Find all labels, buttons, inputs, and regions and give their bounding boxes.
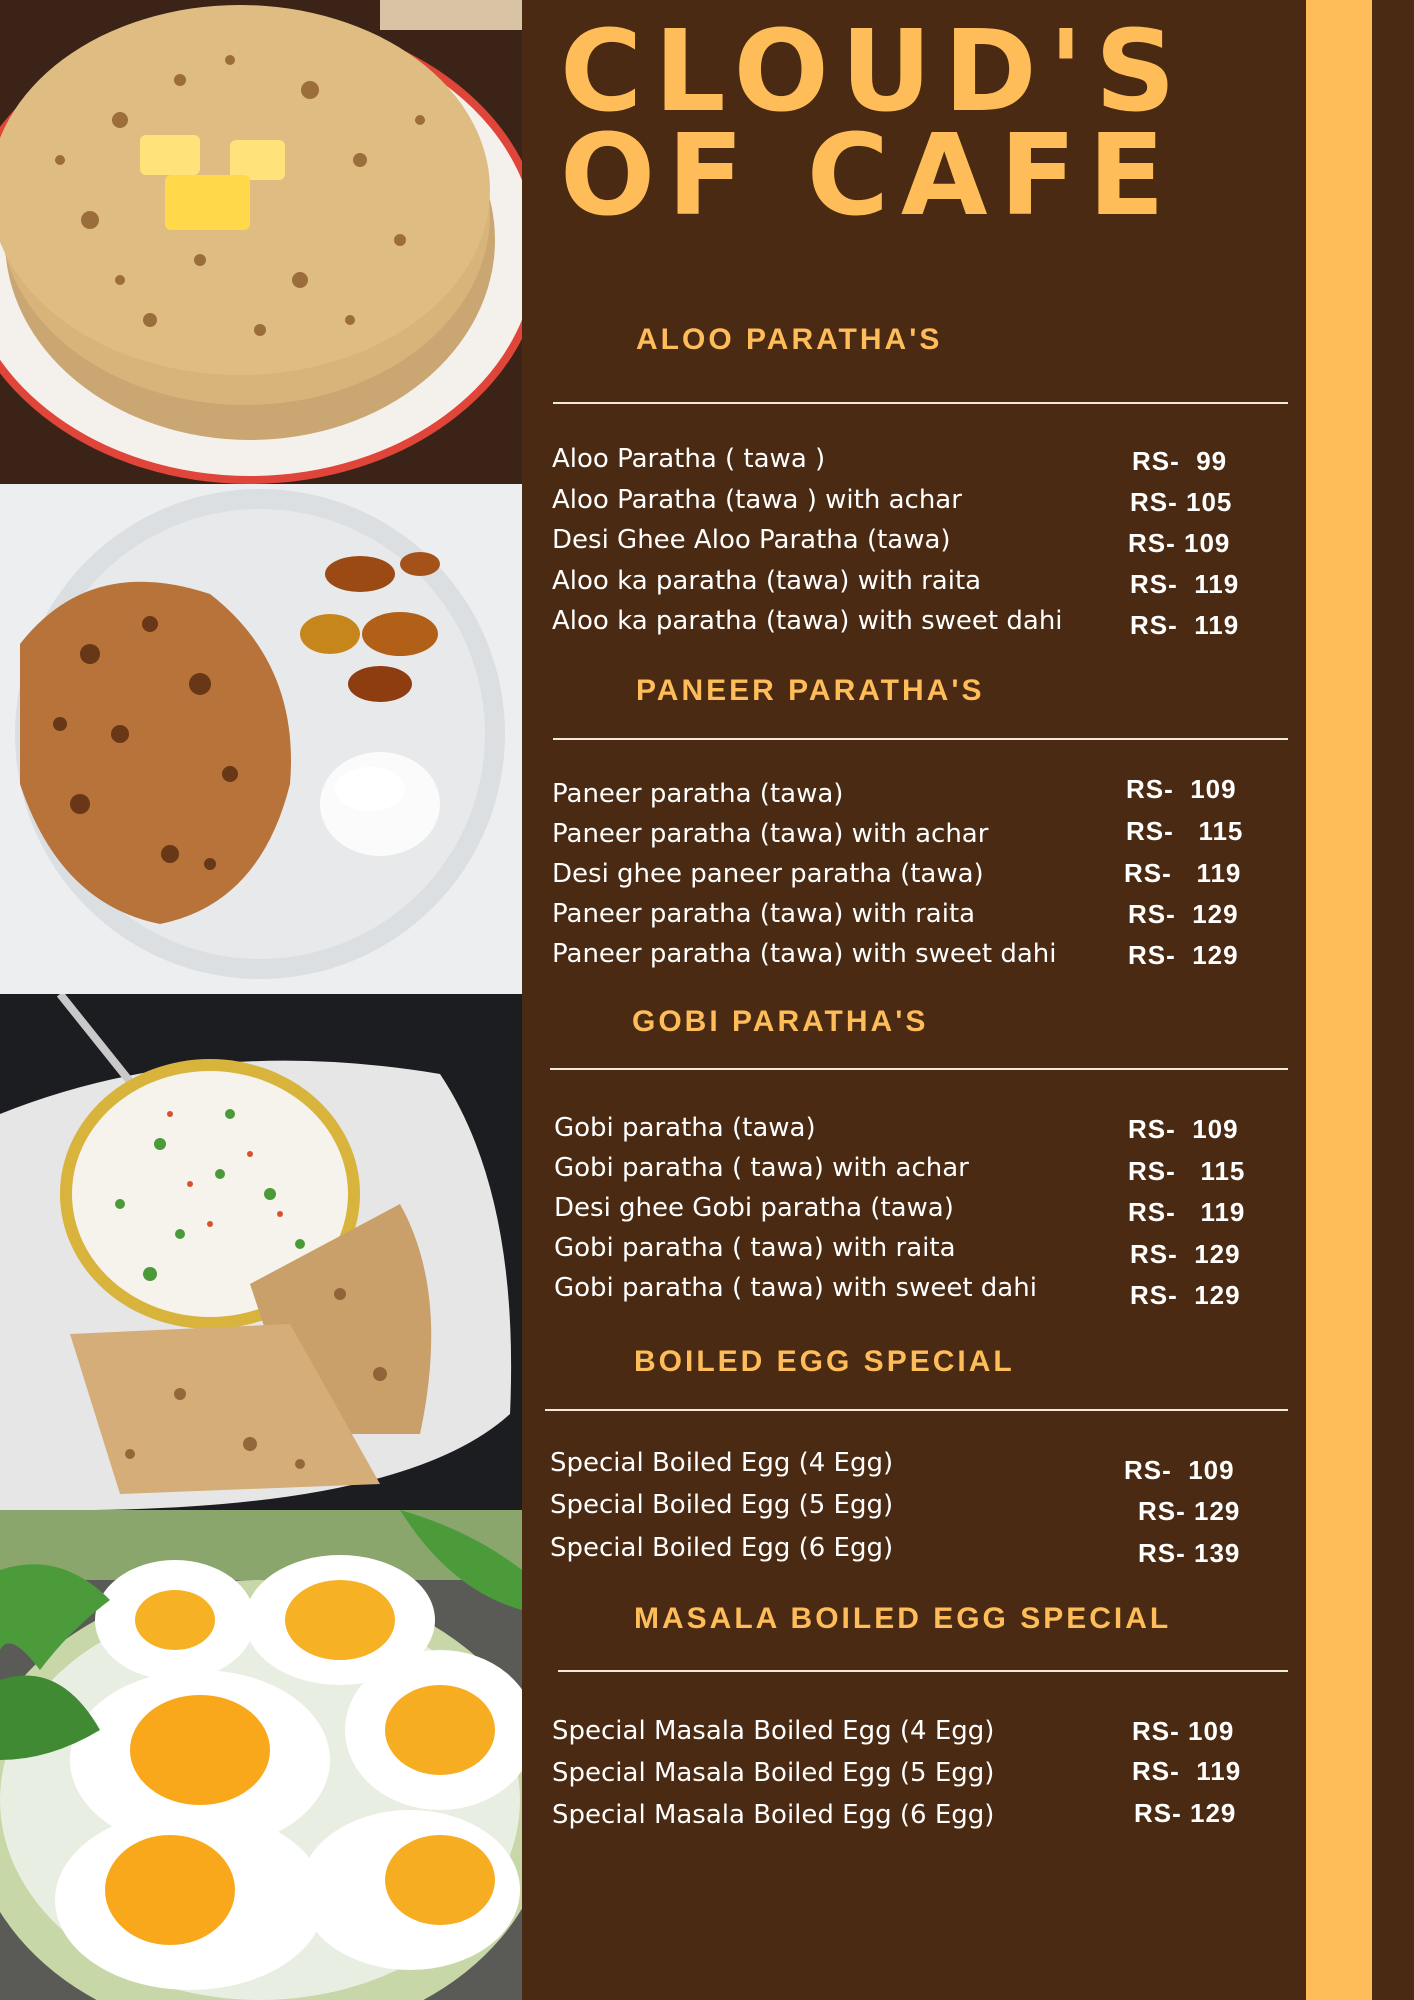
menu-item-name: Paneer paratha (tawa) with achar: [552, 819, 989, 849]
menu-item-price: RS- 129: [1130, 1280, 1241, 1310]
menu-item-name: Paneer paratha (tawa) with sweet dahi: [552, 939, 1057, 969]
menu-item-price: RS- 129: [1134, 1798, 1237, 1828]
section-heading: MASALA BOILED EGG SPECIAL: [634, 1602, 1172, 1635]
menu-item-name: Desi ghee Gobi paratha (tawa): [554, 1193, 954, 1223]
menu-item-name: Desi ghee paneer paratha (tawa): [552, 859, 984, 889]
cafe-title: [560, 7, 1280, 241]
menu-item-name: Gobi paratha ( tawa) with sweet dahi: [554, 1273, 1037, 1303]
section-divider: [558, 1670, 1288, 1672]
menu-item-name: Desi Ghee Aloo Paratha (tawa): [552, 525, 951, 555]
menu-item-price: RS- 115: [1128, 1156, 1246, 1186]
menu-item-name: Gobi paratha ( tawa) with raita: [554, 1233, 956, 1263]
photo-column: [0, 0, 522, 2000]
menu-item-price: RS- 109: [1128, 1114, 1239, 1144]
menu-item-price: RS- 129: [1138, 1496, 1241, 1526]
paratha-achar-curd-photo: [0, 484, 522, 994]
menu-item-price: RS- 119: [1130, 610, 1240, 640]
menu-item-price: RS- 119: [1130, 569, 1240, 599]
menu-item-name: Special Boiled Egg (6 Egg): [550, 1533, 894, 1563]
menu-item-price: RS- 119: [1132, 1756, 1242, 1786]
menu-item-price: RS- 99: [1132, 446, 1228, 476]
menu-item-name: Paneer paratha (tawa) with raita: [552, 899, 976, 929]
aloo-paratha-photo: [0, 0, 522, 484]
menu-item-price: RS- 105: [1130, 487, 1233, 517]
section-heading: PANEER PARATHA'S: [636, 674, 985, 707]
cafe-title-line-1: CLOUD'S: [560, 7, 1188, 137]
menu-item-name: Gobi paratha (tawa): [554, 1113, 816, 1143]
menu-item-name: Aloo Paratha ( tawa ): [552, 444, 826, 474]
menu-item-name: Aloo ka paratha (tawa) with raita: [552, 566, 982, 596]
section-heading: BOILED EGG SPECIAL: [634, 1345, 1015, 1378]
section-divider: [553, 738, 1288, 740]
section-divider: [553, 402, 1288, 404]
boiled-eggs-photo: [0, 1510, 522, 2000]
section-divider: [545, 1409, 1288, 1411]
menu-item-price: RS- 119: [1124, 858, 1242, 888]
menu-item-price: RS- 129: [1130, 1239, 1241, 1269]
section-heading: ALOO PARATHA'S: [636, 323, 943, 356]
menu-item-price: RS- 115: [1126, 816, 1244, 846]
section-heading: GOBI PARATHA'S: [632, 1005, 929, 1038]
menu-item-price: RS- 139: [1138, 1538, 1241, 1568]
menu-item-name: Special Boiled Egg (5 Egg): [550, 1490, 894, 1520]
menu-item-name: Special Masala Boiled Egg (4 Egg): [552, 1716, 995, 1746]
menu-item-name: Aloo ka paratha (tawa) with sweet dahi: [552, 606, 1063, 636]
raita-chapati-photo: [0, 994, 522, 1510]
menu-item-name: Special Masala Boiled Egg (5 Egg): [552, 1758, 995, 1788]
menu-item-price: RS- 109: [1124, 1455, 1235, 1485]
menu-item-price: RS- 119: [1128, 1197, 1246, 1227]
cafe-title-line-2: OF CAFE: [560, 111, 1177, 241]
menu-item-price: RS- 109: [1128, 528, 1231, 558]
menu-item-name: Aloo Paratha (tawa ) with achar: [552, 485, 962, 515]
menu-item-price: RS- 129: [1128, 940, 1239, 970]
menu-item-price: RS- 109: [1132, 1716, 1235, 1746]
menu-item-price: RS- 129: [1128, 899, 1239, 929]
menu-item-name: Special Boiled Egg (4 Egg): [550, 1448, 894, 1478]
menu-item-name: Gobi paratha ( tawa) with achar: [554, 1153, 969, 1183]
menu-item-name: Special Masala Boiled Egg (6 Egg): [552, 1800, 995, 1830]
menu-item-price: RS- 109: [1126, 774, 1237, 804]
section-divider: [550, 1068, 1288, 1070]
accent-stripe: [1306, 0, 1372, 2000]
menu-item-name: Paneer paratha (tawa): [552, 779, 844, 809]
